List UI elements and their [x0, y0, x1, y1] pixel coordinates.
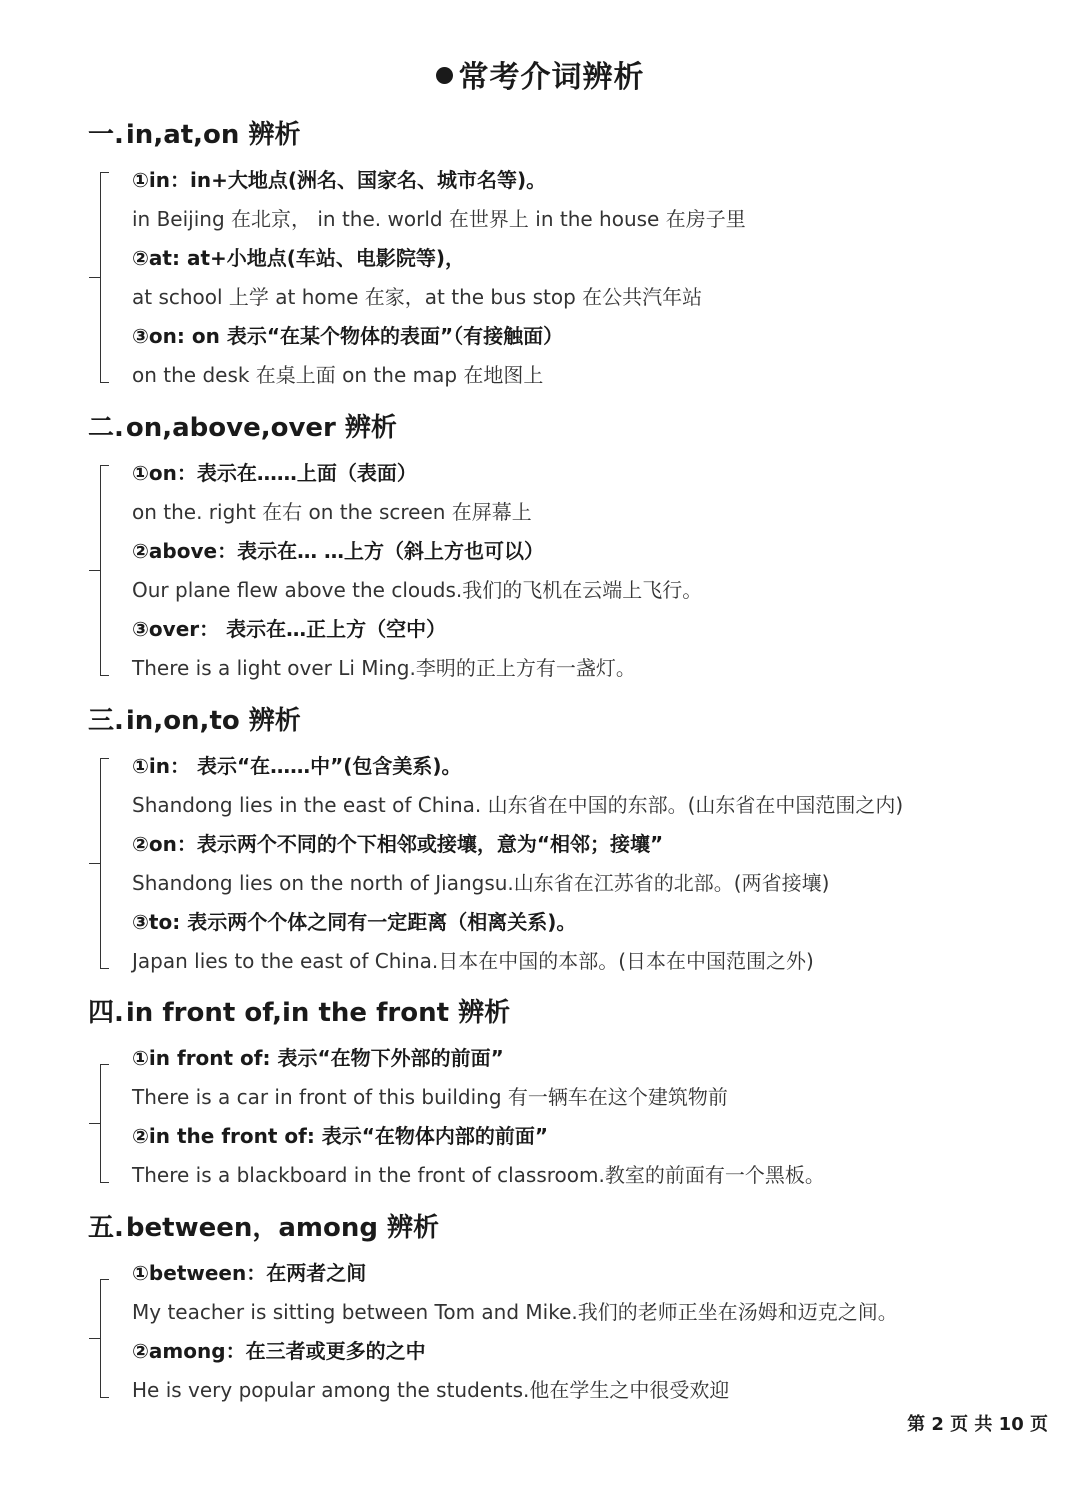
rule-line: ③over： 表示在…正上方（空中） [132, 617, 447, 641]
brace [86, 172, 104, 382]
brace [86, 1064, 104, 1182]
section-heading: 五.between，among 辨析 [88, 1213, 440, 1243]
example-line: at school 上学 at home 在家，at the bus stop 在公共汽年站 [132, 285, 703, 309]
section-heading: 四.in front of,in the front 辨析 [88, 998, 511, 1028]
rule-line: ①between：在两者之间 [132, 1261, 367, 1285]
example-line: Japan lies to the east of China.日本在中国的本部。(日本在中国范围之外) [132, 949, 814, 973]
bullet-dot-icon [436, 67, 453, 84]
example-line: on the. right 在右 on the screen 在屏幕上 [132, 500, 532, 524]
rule-line: ①in：in+大地点(洲名、国家名、城市名等)。 [132, 168, 547, 192]
example-line: He is very popular among the students.他在学生之中很受欢迎 [132, 1378, 730, 1402]
page-number: 第 2 页 共 10 页 [907, 1414, 1048, 1435]
section-between-among [0, 1207, 1080, 1407]
rule-line: ②on：表示两个不同的个下相邻或接壤，意为“相邻；接壤” [132, 832, 664, 856]
rule-line: ①on：表示在……上面（表面） [132, 461, 417, 485]
section-in-at-on [0, 114, 1080, 394]
section-heading: 二.on,above,over 辨析 [88, 413, 397, 443]
example-line: Our plane flew above the clouds.我们的飞机在云端上飞行。 [132, 578, 703, 602]
rule-line: ②above：表示在… …上方（斜上方也可以） [132, 539, 545, 563]
brace [86, 1279, 104, 1397]
example-line: in Beijing 在北京， in the. world 在世界上 in the house 在房子里 [132, 207, 746, 231]
section-in-front-of [0, 992, 1080, 1192]
brace [86, 758, 104, 968]
section-on-above-over [0, 407, 1080, 687]
page-title [0, 52, 1080, 96]
example-line: Shandong lies in the east of China. 山东省在中国的东部。(山东省在中国范围之内) [132, 793, 904, 817]
example-line: Shandong lies on the north of Jiangsu.山东省在江苏省的北部。(两省接壤) [132, 871, 830, 895]
rule-line: ③on: on 表示“在某个物体的表面”（有接触面） [132, 324, 564, 348]
rule-line: ②in the front of: 表示“在物体内部的前面” [132, 1124, 549, 1148]
example-line: There is a light over Li Ming.李明的正上方有一盏灯。 [132, 656, 636, 680]
example-line: There is a blackboard in the front of classroom.教室的前面有一个黑板。 [132, 1163, 825, 1187]
rule-line: ②at: at+小地点(车站、电影院等)， [132, 246, 466, 270]
brace [86, 465, 104, 675]
section-in-on-to [0, 700, 1080, 980]
example-line: There is a car in front of this building 有一辆车在这个建筑物前 [132, 1085, 728, 1109]
example-line: My teacher is sitting between Tom and Mike.我们的老师正坐在汤姆和迈克之间。 [132, 1300, 898, 1324]
section-heading: 一.in,at,on 辨析 [88, 120, 301, 150]
rule-line: ②among：在三者或更多的之中 [132, 1339, 426, 1363]
rule-line: ③to: 表示两个个体之同有一定距离（相离关系)。 [132, 910, 577, 934]
rule-line: ①in front of: 表示“在物下外部的前面” [132, 1046, 504, 1070]
page-title-text: 常考介词辨析 [458, 60, 645, 95]
example-line: on the desk 在桌上面 on the map 在地图上 [132, 363, 544, 387]
section-heading: 三.in,on,to 辨析 [88, 706, 301, 736]
rule-line: ①in： 表示“在……中”(包含美系)。 [132, 754, 462, 778]
